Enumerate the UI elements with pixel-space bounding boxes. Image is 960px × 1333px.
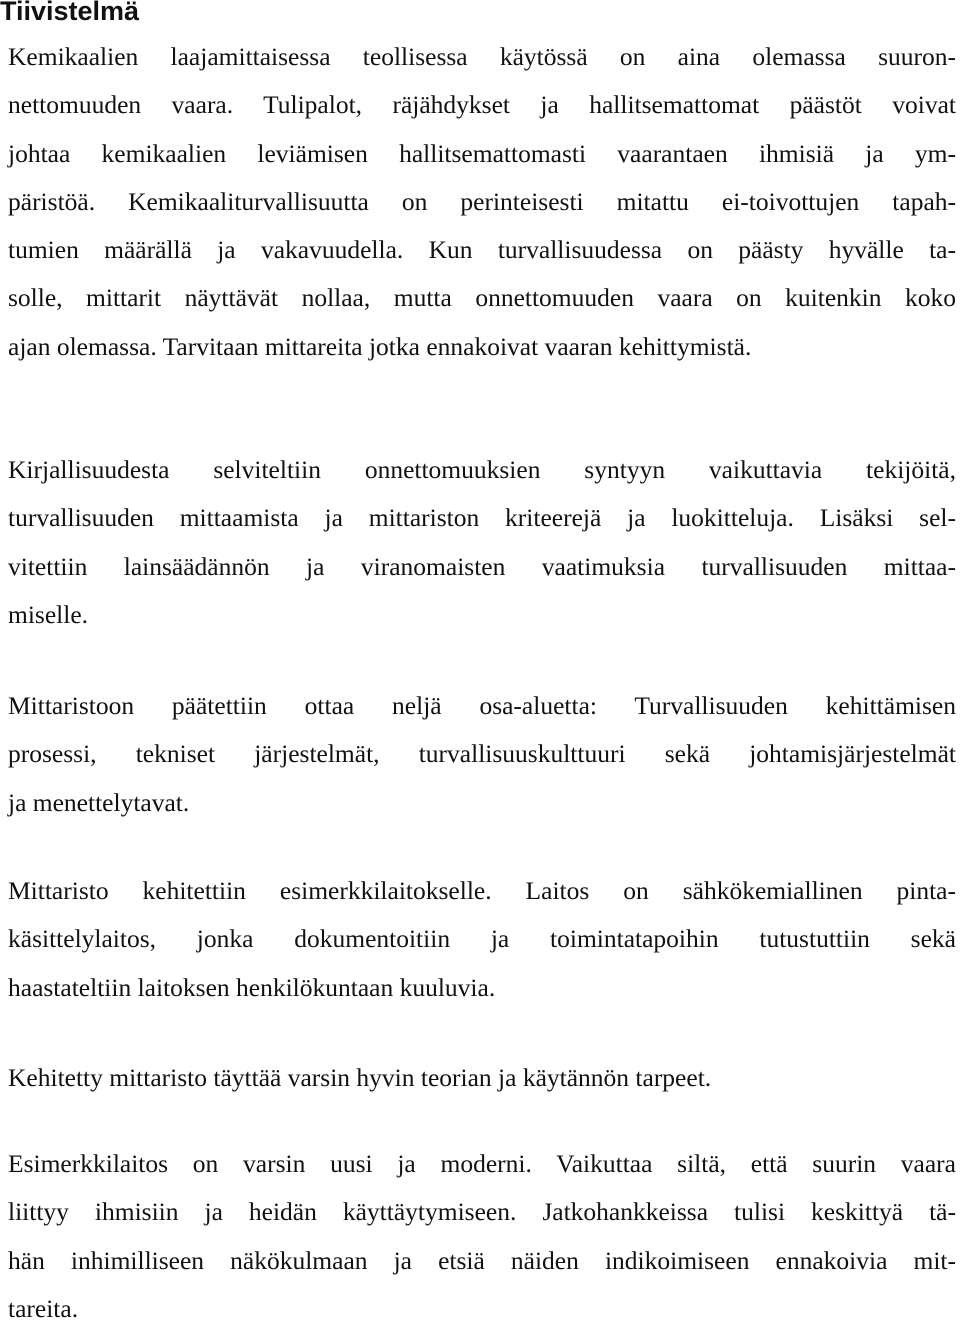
page-heading: Tiivistelmä	[0, 0, 140, 26]
text-line: turvallisuuden mittaamista ja mittariston kriteerejä ja luokitteluja. Lisäksi sel-	[8, 503, 956, 533]
text-line: vitettiin lainsäädännön ja viranomaisten vaatimuksia turvallisuuden mittaa-	[8, 551, 956, 581]
text-line: johtaa kemikaalien leviämisen hallitsemattomasti vaarantaen ihmisiä ja ym-	[8, 138, 956, 168]
text-line: nettomuuden vaara. Tulipalot, räjähdykset ja hallitsemattomat päästöt voivat	[8, 90, 956, 120]
text-line: tumien määrällä ja vakavuudella. Kun turvallisuudessa on päästy hyvälle ta-	[8, 235, 956, 265]
paragraph-3	[8, 682, 956, 827]
text-line: päristöä. Kemikaaliturvallisuutta on perinteisesti mitattu ei-toivottujen tapah-	[8, 186, 956, 216]
text-line: solle, mittarit näyttävät nollaa, mutta onnettomuuden vaara on kuitenkin koko	[8, 283, 956, 313]
paragraph-4	[8, 867, 956, 1012]
text-line: ja menettelytavat.	[8, 787, 190, 817]
paragraph-6	[8, 1140, 956, 1333]
text-line: ajan olemassa. Tarvitaan mittareita jotka ennakoivat vaaran kehittymistä.	[8, 331, 752, 361]
text-line: Mittaristoon päätettiin ottaa neljä osa-aluetta: Turvallisuuden kehittämisen	[8, 691, 956, 720]
paragraph-1	[8, 33, 956, 371]
text-line: hän inhimilliseen näkökulmaan ja etsiä näiden indikoimiseen ennakoivia mit-	[8, 1245, 956, 1275]
text-line: Kehitetty mittaristo täyttää varsin hyvin teorian ja käytännön tarpeet.	[8, 1063, 712, 1092]
text-line: liittyy ihmisiin ja heidän käyttäytymiseen. Jatkohankkeissa tulisi keskittyä tä-	[8, 1197, 956, 1227]
text-line: haastateltiin laitoksen henkilökuntaan kuuluvia.	[8, 972, 496, 1002]
text-line: käsittelylaitos, jonka dokumentoitiin ja toimintatapoihin tutustuttiin sekä	[8, 924, 956, 954]
text-line: Kirjallisuudesta selviteltiin onnettomuuksien syntyyn vaikuttavia tekijöitä,	[8, 455, 956, 484]
paragraph-5	[8, 1054, 956, 1102]
text-line: tareita.	[8, 1293, 79, 1323]
text-line: miselle.	[8, 599, 89, 629]
text-line: Kemikaalien laajamittaisessa teollisessa käytössä on aina olemassa suuron-	[8, 42, 956, 71]
text-line: Mittaristo kehitettiin esimerkkilaitokselle. Laitos on sähkökemiallinen pinta-	[8, 876, 956, 905]
paragraph-2	[8, 446, 956, 639]
text-line: Esimerkkilaitos on varsin uusi ja moderni. Vaikuttaa siltä, että suurin vaara	[8, 1149, 956, 1178]
text-line: prosessi, tekniset järjestelmät, turvallisuuskulttuuri sekä johtamisjärjestelmät	[8, 739, 956, 769]
